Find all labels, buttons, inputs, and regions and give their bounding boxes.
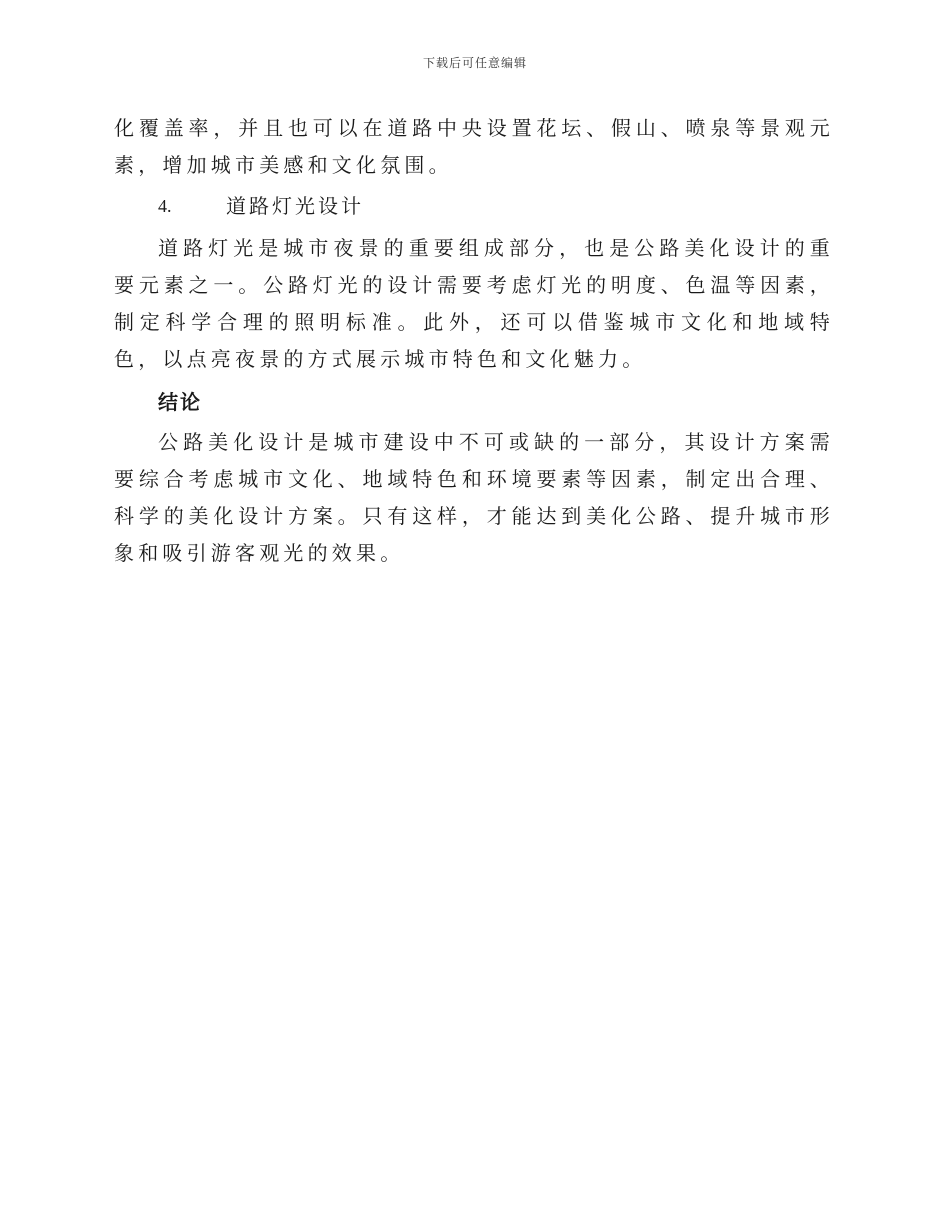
heading-title: 道路灯光设计 xyxy=(226,194,364,218)
intro-paragraph: 化覆盖率，并且也可以在道路中央设置花坛、假山、喷泉等景观元素，增加城市美感和文化氛围。 xyxy=(114,116,834,177)
heading-number: 4. xyxy=(158,196,172,216)
conclusion-title: 结论 xyxy=(158,390,202,414)
conclusion-paragraph: 公路美化设计是城市建设中不可或缺的一部分，其设计方案需要综合考虑城市文化、地域特色和环境要素等因素，制定出合理、科学的美化设计方案。只有这样，才能达到美化公路、提升城市形象和吸引游客观光的效果。 xyxy=(114,430,834,565)
document-body xyxy=(114,110,834,572)
numbered-heading-4 xyxy=(114,188,834,224)
page-header: 下载后可任意编辑 xyxy=(422,56,527,70)
lighting-paragraph: 道路灯光是城市夜景的重要组成部分，也是公路美化设计的重要元素之一。公路灯光的设计需要考虑灯光的明度、色温等因素，制定科学合理的照明标准。此外，还可以借鉴城市文化和地域特色，以点亮夜景的方式展示城市特色和文化魅力。 xyxy=(114,236,834,371)
